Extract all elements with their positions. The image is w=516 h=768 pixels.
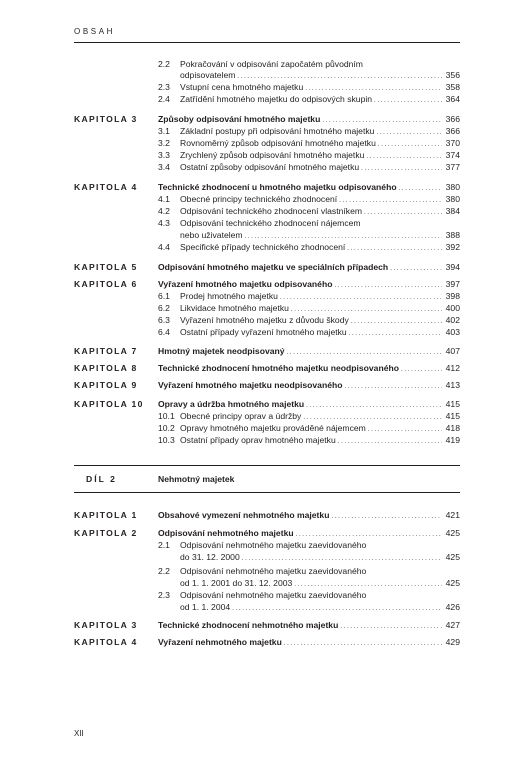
toc-section-entry[interactable] xyxy=(158,303,460,314)
page-reference: 400 xyxy=(445,303,460,313)
page-number: XII xyxy=(74,729,84,738)
page-reference: 397 xyxy=(445,279,460,289)
entry-title: Odpisování hmotného majetku ve speciálních případech xyxy=(158,262,389,272)
entry-title: Prodej hmotného majetku xyxy=(180,291,278,301)
part-rule-bottom xyxy=(74,492,460,493)
entry-title: Odpisování technického zhodnocení nájemcem xyxy=(180,218,361,228)
section-number: 3.4 xyxy=(158,162,170,172)
page-reference: 418 xyxy=(445,423,460,433)
part-title: Nehmotný majetek xyxy=(158,474,235,484)
entry-title: Vstupní cena hmotného majetku xyxy=(180,82,304,92)
entry-title: Rovnoměrný způsob odpisování hmotného majetku xyxy=(180,138,376,148)
dot-leader xyxy=(374,94,442,107)
entry-title: Specifické případy technického zhodnocení xyxy=(180,242,346,252)
page-reference: 380 xyxy=(445,182,460,192)
page-reference: 370 xyxy=(445,138,460,148)
page-reference: 374 xyxy=(445,150,460,160)
toc-section-entry[interactable] xyxy=(158,242,460,253)
page-reference: 366 xyxy=(445,114,460,124)
part-label: DÍL 2 xyxy=(86,474,117,484)
page-reference: 426 xyxy=(445,602,460,612)
toc-section-entry[interactable] xyxy=(158,126,460,137)
toc-chapter-entry[interactable] xyxy=(158,380,460,391)
section-number: 4.3 xyxy=(158,218,170,228)
entry-title: Hmotný majetek neodpisovaný xyxy=(158,346,285,356)
entry-title: odpisovatelem xyxy=(180,70,236,80)
section-number: 2.4 xyxy=(158,94,170,104)
page-reference: 377 xyxy=(445,162,460,172)
entry-title: Vyřazení hmotného majetku z důvodu škody xyxy=(180,315,349,325)
toc-section-entry[interactable] xyxy=(158,423,460,434)
dot-leader xyxy=(284,637,442,650)
dot-leader xyxy=(347,242,442,255)
toc-chapter-entry[interactable] xyxy=(158,510,460,521)
dot-leader xyxy=(390,262,442,275)
page-reference: 398 xyxy=(445,291,460,301)
dot-leader xyxy=(242,552,442,565)
section-number: 4.4 xyxy=(158,242,170,252)
toc-chapter-entry[interactable] xyxy=(158,528,460,539)
page-reference: 394 xyxy=(445,262,460,272)
section-number: 10.1 xyxy=(158,411,175,421)
chapter-label: KAPITOLA 7 xyxy=(74,346,138,356)
dot-leader xyxy=(340,620,442,633)
entry-title: Vyřazení hmotného majetku odpisovaného xyxy=(158,279,333,289)
chapter-label: KAPITOLA 4 xyxy=(74,182,138,192)
toc-section-entry[interactable] xyxy=(158,230,460,241)
entry-title: Způsoby odpisování hmotného majetku xyxy=(158,114,321,124)
page-reference: 403 xyxy=(445,327,460,337)
page-reference: 425 xyxy=(445,528,460,538)
dot-leader xyxy=(287,346,442,359)
section-number: 2.3 xyxy=(158,590,170,600)
toc-section-entry[interactable] xyxy=(158,162,460,173)
page-reference: 425 xyxy=(445,552,460,562)
page-reference: 427 xyxy=(445,620,460,630)
entry-title: Obecné principy oprav a údržby xyxy=(180,411,302,421)
toc-section-entry[interactable] xyxy=(158,82,460,93)
entry-title: od 1. 1. 2001 do 31. 12. 2003 xyxy=(180,578,293,588)
page-reference: 415 xyxy=(445,399,460,409)
entry-title: Ostatní případy vyřazení hmotného majetku xyxy=(180,327,347,337)
dot-leader xyxy=(232,602,442,615)
toc-section-entry[interactable] xyxy=(158,194,460,205)
dot-leader xyxy=(338,435,442,448)
section-number: 3.3 xyxy=(158,150,170,160)
page-reference: 412 xyxy=(445,363,460,373)
section-number: 4.2 xyxy=(158,206,170,216)
running-header: OBSAH xyxy=(74,27,116,36)
page-reference: 384 xyxy=(445,206,460,216)
chapter-label: KAPITOLA 3 xyxy=(74,114,138,124)
toc-section-entry[interactable] xyxy=(158,206,460,217)
entry-title: Odpisování nehmotného majetku zaevidovaného xyxy=(180,590,367,600)
page-reference: 402 xyxy=(445,315,460,325)
entry-title: Technické zhodnocení hmotného majetku neodpisovaného xyxy=(158,363,399,373)
entry-title: Obsahové vymezení nehmotného majetku xyxy=(158,510,330,520)
toc-chapter-entry[interactable] xyxy=(158,279,460,290)
dot-leader xyxy=(331,510,442,523)
chapter-label: KAPITOLA 6 xyxy=(74,279,138,289)
toc-section-entry[interactable] xyxy=(158,435,460,446)
entry-title: Základní postupy při odpisování hmotného majetku xyxy=(180,126,375,136)
page-reference: 392 xyxy=(445,242,460,252)
toc-chapter-entry[interactable] xyxy=(158,346,460,357)
part-rule-top xyxy=(74,465,460,466)
chapter-label: KAPITOLA 1 xyxy=(74,510,138,520)
dot-leader xyxy=(349,327,442,340)
chapter-label: KAPITOLA 8 xyxy=(74,363,138,373)
toc-section-entry[interactable] xyxy=(158,327,460,338)
chapter-label: KAPITOLA 5 xyxy=(74,262,138,272)
chapter-label: KAPITOLA 10 xyxy=(74,399,144,409)
entry-title: do 31. 12. 2000 xyxy=(180,552,240,562)
entry-title: Technické zhodnocení nehmotného majetku xyxy=(158,620,339,630)
toc-section-entry[interactable] xyxy=(158,291,460,302)
entry-title: Odpisování technického zhodnocení vlastníkem xyxy=(180,206,363,216)
toc-section-entry[interactable] xyxy=(158,94,460,105)
entry-title: Zatřídění hmotného majetku do odpisových skupin xyxy=(180,94,373,104)
entry-title: Vyřazení hmotného majetku neodpisovaného xyxy=(158,380,343,390)
toc-section-entry[interactable] xyxy=(158,315,460,326)
entry-title: Opravy hmotného majetku prováděné nájemcem xyxy=(180,423,366,433)
page-reference: 366 xyxy=(445,126,460,136)
toc-section-entry[interactable] xyxy=(158,552,460,563)
toc-chapter-entry[interactable] xyxy=(158,620,460,631)
section-number: 4.1 xyxy=(158,194,170,204)
entry-title: Technické zhodnocení u hmotného majetku odpisovaného xyxy=(158,182,397,192)
entry-title: Odpisování nehmotného majetku zaevidovaného xyxy=(180,540,367,550)
toc-chapter-entry[interactable] xyxy=(158,637,460,648)
section-number: 6.3 xyxy=(158,315,170,325)
section-number: 3.1 xyxy=(158,126,170,136)
entry-title: Opravy a údržba hmotného majetku xyxy=(158,399,305,409)
entry-title: Likvidace hmotného majetku xyxy=(180,303,289,313)
toc-section-entry[interactable] xyxy=(158,578,460,589)
dot-leader xyxy=(401,363,442,376)
toc-chapter-entry[interactable] xyxy=(158,399,460,410)
toc-chapter-entry[interactable] xyxy=(158,182,460,193)
toc-chapter-entry[interactable] xyxy=(158,262,460,273)
page-reference: 419 xyxy=(445,435,460,445)
entry-title: Vyřazení nehmotného majetku xyxy=(158,637,282,647)
toc-section-entry[interactable] xyxy=(158,138,460,149)
entry-title: Odpisování nehmotného majetku zaevidovaného xyxy=(180,566,367,576)
toc-chapter-entry[interactable] xyxy=(158,363,460,374)
entry-title: Ostatní případy oprav hmotného majetku xyxy=(180,435,336,445)
entry-title: Zrychlený způsob odpisování hmotného majetku xyxy=(180,150,365,160)
entry-title: nebo uživatelem xyxy=(180,230,243,240)
toc-section-entry[interactable] xyxy=(158,602,460,613)
toc-chapter-entry[interactable] xyxy=(158,114,460,125)
toc-section-entry[interactable] xyxy=(158,566,460,577)
section-number: 2.2 xyxy=(158,59,170,69)
page-reference: 425 xyxy=(445,578,460,588)
section-number: 10.3 xyxy=(158,435,175,445)
page-reference: 358 xyxy=(445,82,460,92)
entry-title: od 1. 1. 2004 xyxy=(180,602,231,612)
toc-section-entry[interactable] xyxy=(158,218,460,229)
dot-leader xyxy=(361,162,442,175)
chapter-label: KAPITOLA 2 xyxy=(74,528,138,538)
page-reference: 356 xyxy=(445,70,460,80)
entry-title: Obecné principy technického zhodnocení xyxy=(180,194,338,204)
toc-section-entry[interactable] xyxy=(158,59,460,70)
section-number: 6.1 xyxy=(158,291,170,301)
entry-title: Ostatní způsoby odpisování hmotného majetku xyxy=(180,162,360,172)
header-rule xyxy=(74,42,460,43)
section-number: 2.2 xyxy=(158,566,170,576)
toc-section-entry[interactable] xyxy=(158,590,460,601)
entry-title: Odpisování nehmotného majetku xyxy=(158,528,294,538)
page-reference: 415 xyxy=(445,411,460,421)
page-reference: 407 xyxy=(445,346,460,356)
page-reference: 429 xyxy=(445,637,460,647)
page-reference: 380 xyxy=(445,194,460,204)
section-number: 3.2 xyxy=(158,138,170,148)
toc-section-entry[interactable] xyxy=(158,70,460,81)
toc-section-entry[interactable] xyxy=(158,540,460,551)
page-reference: 413 xyxy=(445,380,460,390)
toc-section-entry[interactable] xyxy=(158,411,460,422)
chapter-label: KAPITOLA 3 xyxy=(74,620,138,630)
page-reference: 388 xyxy=(445,230,460,240)
page-reference: 421 xyxy=(445,510,460,520)
page-reference: 364 xyxy=(445,94,460,104)
entry-title: Pokračování v odpisování započatém původním xyxy=(180,59,363,69)
chapter-label: KAPITOLA 9 xyxy=(74,380,138,390)
section-number: 10.2 xyxy=(158,423,175,433)
dot-leader xyxy=(344,380,442,393)
section-number: 2.1 xyxy=(158,540,170,550)
chapter-label: KAPITOLA 4 xyxy=(74,637,138,647)
toc-section-entry[interactable] xyxy=(158,150,460,161)
section-number: 6.4 xyxy=(158,327,170,337)
section-number: 6.2 xyxy=(158,303,170,313)
section-number: 2.3 xyxy=(158,82,170,92)
